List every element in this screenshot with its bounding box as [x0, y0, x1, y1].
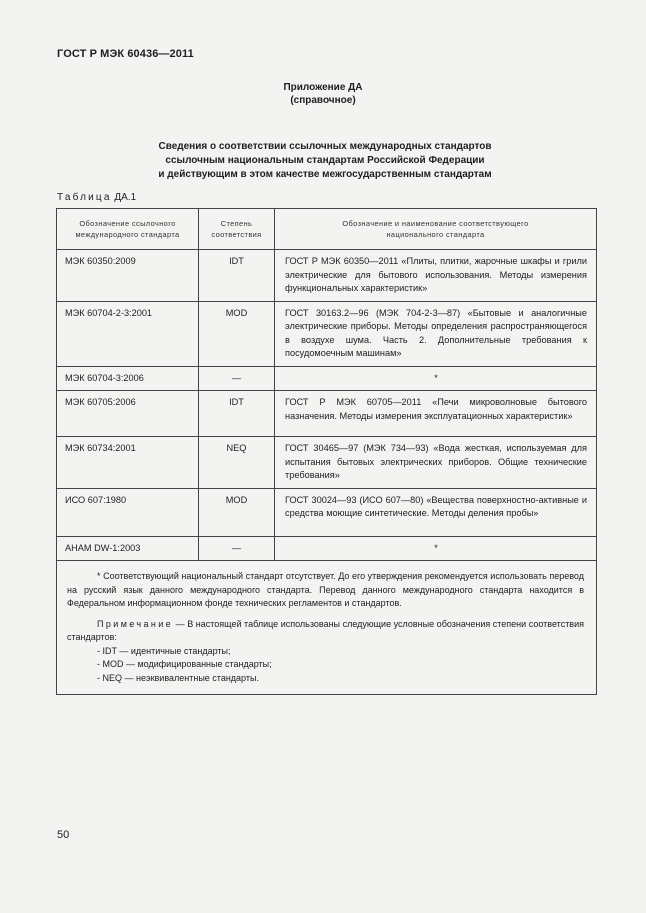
note-text: — В настоящей таблице использованы следующие условные обозначения степени соответствия стандартов:: [67, 618, 584, 642]
note-list-item: - MOD — модифицированные стандарты;: [97, 659, 272, 669]
note-list-item: - IDT — идентичные стандарты;: [97, 645, 231, 656]
table-row: [57, 391, 597, 437]
note-list-item: - NEQ — неэквивалентные стандарты.: [97, 672, 259, 683]
heading-line: ссылочным национальным стандартам Российской Федерации: [165, 155, 485, 166]
table-label: [57, 192, 136, 203]
intl-standard-cell: АНАМ DW-1:2003: [57, 536, 199, 561]
national-standard-cell: ГОСТ 30163.2—96 (МЭК 704-2-3—87) «Бытовые и аналогичные электрические приборы. Методы определения распространяющегося в воздухе шума. Часть 2. Дополнительные требования к посудомоечным машинам»: [275, 301, 597, 366]
table-label-number: ДА.1: [114, 192, 137, 203]
degree-cell: MOD: [199, 301, 275, 366]
national-standard-cell: ГОСТ 30465—97 (МЭК 734—93) «Вода жесткая, используемая для испытания бытовых электрических приборов. Общие технические требования»: [275, 437, 597, 489]
degree-cell: —: [199, 366, 275, 391]
page-number: 50: [57, 829, 70, 841]
intl-standard-cell: МЭК 60734:2001: [57, 437, 199, 489]
national-standard-cell: ГОСТ 30024—93 (ИСО 607—80) «Вещества поверхностно-активные и средства моющие синтетические. Методы деления пробы»: [275, 488, 597, 536]
national-standard-cell: ГОСТ Р МЭК 60705—2011 «Печи микроволновые бытового назначения. Методы измерения эксплуатационных характеристик»: [275, 391, 597, 437]
intl-standard-cell: МЭК 60350:2009: [57, 250, 199, 302]
intl-standard-cell: МЭК 60705:2006: [57, 391, 199, 437]
intl-standard-cell: ИСО 607:1980: [57, 488, 199, 536]
degree-cell: IDT: [199, 391, 275, 437]
notes-cell: [57, 561, 597, 695]
table-row: [57, 536, 597, 561]
table-row: [57, 301, 597, 366]
national-standard-cell: ГОСТ Р МЭК 60350—2011 «Плиты, плитки, жарочные шкафы и грили электрические для бытового использования. Методы измерения функциональных характеристик»: [275, 250, 597, 302]
note-paragraph: [67, 618, 584, 645]
table-header-row: [57, 209, 597, 250]
document-header: ГОСТ Р МЭК 60436—2011: [57, 48, 194, 60]
degree-cell: IDT: [199, 250, 275, 302]
table-row: [57, 366, 597, 391]
footnote: * Соответствующий национальный стандарт отсутствует. До его утверждения рекомендуется использовать перевод на русский язык данного международного стандарта. Перевод данного международного стандарта находится в Федеральном информационном фонде технических регламентов и стандартов.: [67, 571, 584, 608]
column-header: Обозначение ссылочного международного стандарта: [57, 209, 199, 250]
table-row: [57, 437, 597, 489]
table-row: [57, 488, 597, 536]
table-label-word: Таблица: [57, 192, 112, 203]
degree-cell: MOD: [199, 488, 275, 536]
annex-subtitle: (справочное): [290, 95, 356, 106]
correspondence-table: [56, 208, 597, 695]
national-standard-cell: *: [275, 536, 597, 561]
note-heading: Примечание: [97, 618, 174, 629]
table-row: [57, 250, 597, 302]
national-standard-cell: *: [275, 366, 597, 391]
column-header: Обозначение и наименование соответствующего национального стандарта: [275, 209, 597, 250]
intl-standard-cell: МЭК 60704-3:2006: [57, 366, 199, 391]
degree-cell: NEQ: [199, 437, 275, 489]
annex-title: Приложение ДА: [283, 82, 363, 93]
heading-line: Сведения о соответствии ссылочных международных стандартов: [158, 141, 492, 152]
column-header: Степень соответствия: [199, 209, 275, 250]
heading-line: и действующим в этом качестве межгосударственным стандартам: [158, 169, 492, 180]
intl-standard-cell: МЭК 60704-2-3:2001: [57, 301, 199, 366]
section-heading: [100, 140, 550, 182]
degree-cell: —: [199, 536, 275, 561]
notes-row: [57, 561, 597, 695]
